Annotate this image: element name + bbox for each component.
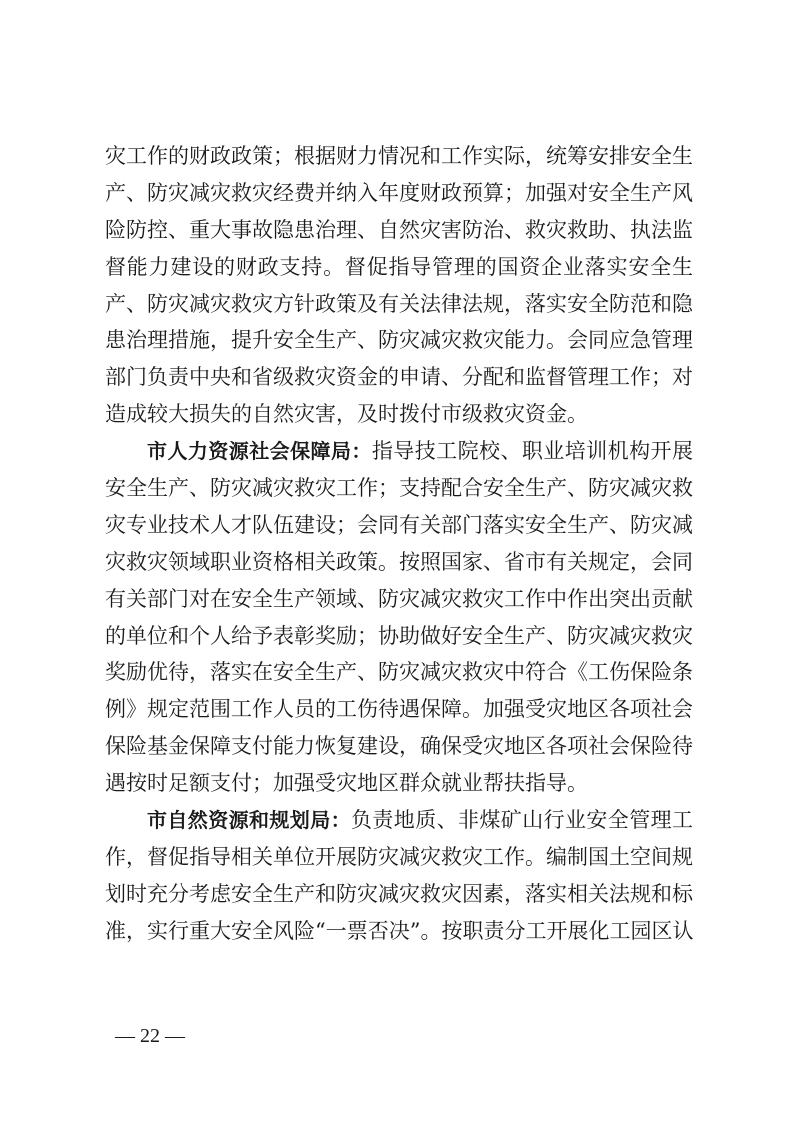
text-line: 灾救灾领域职业资格相关政策。按照国家、省市有关规定，会同	[105, 549, 693, 574]
text-line: 灾工作的财政政策；根据财力情况和工作实际，统筹安排安全生	[105, 144, 693, 168]
text-line: 安全生产、防灾减灾救灾工作；支持配合安全生产、防灾减灾救	[105, 476, 693, 501]
text-line: 保险基金保障支付能力恢复建设，确保受灾地区各项社会保险待	[105, 734, 693, 759]
text-line-content: 指导技工院校、职业培训机构开展	[371, 439, 694, 464]
text-line: 险防控、重大事故隐患治理、自然灾害防治、救灾救助、执法监	[105, 217, 693, 242]
text-line: 产、防灾减灾救灾经费并纳入年度财政预算；加强对安全生产风	[105, 180, 693, 205]
text-line: 作，督促指导相关单位开展防灾减灾救灾工作。编制国土空间规	[105, 844, 693, 869]
paragraph-heading: 市自然资源和规划局：	[147, 808, 351, 833]
text-line	[105, 802, 693, 839]
text-line-content: 负责地质、非煤矿山行业安全管理工	[351, 808, 693, 833]
text-line: 督能力建设的财政支持。督促指导管理的国资企业落实安全生	[105, 254, 693, 279]
text-line: 遇按时足额支付；加强受灾地区群众就业帮扶指导。	[105, 771, 588, 796]
text-line: 患治理措施，提升安全生产、防灾减灾救灾能力。会同应急管理	[105, 328, 693, 353]
document-body	[105, 138, 693, 950]
text-line: 奖励优待，落实在安全生产、防灾减灾救灾中符合《工伤保险条	[105, 660, 693, 685]
text-line: 造成较大损失的自然灾害，及时拨付市级救灾资金。	[105, 402, 588, 427]
text-line	[105, 433, 693, 470]
text-line: 部门负责中央和省级救灾资金的申请、分配和监督管理工作；对	[105, 365, 693, 390]
text-line: 产、防灾减灾救灾方针政策及有关法律法规，落实安全防范和隐	[105, 291, 693, 316]
paragraph-natural-resources-bureau	[105, 802, 693, 950]
text-line: 的单位和个人给予表彰奖励；协助做好安全生产、防灾减灾救灾	[105, 623, 693, 648]
text-line: 准，实行重大安全风险“一票否决”。按职责分工开展化工园区认	[105, 918, 694, 943]
page-number: — 22 —	[115, 1025, 185, 1047]
text-line: 例》规定范围工作人员的工伤待遇保障。加强受灾地区各项社会	[105, 697, 693, 722]
paragraph-heading: 市人力资源社会保障局：	[147, 439, 372, 464]
text-line: 划时充分考虑安全生产和防灾减灾救灾因素，落实相关法规和标	[105, 881, 693, 906]
text-line: 灾专业技术人才队伍建设；会同有关部门落实安全生产、防灾减	[105, 512, 693, 537]
paragraph-human-resources-bureau	[105, 433, 693, 802]
paragraph-finance-bureau-continued	[105, 138, 693, 433]
text-line: 有关部门对在安全生产领域、防灾减灾救灾工作中作出突出贡献	[105, 586, 693, 611]
